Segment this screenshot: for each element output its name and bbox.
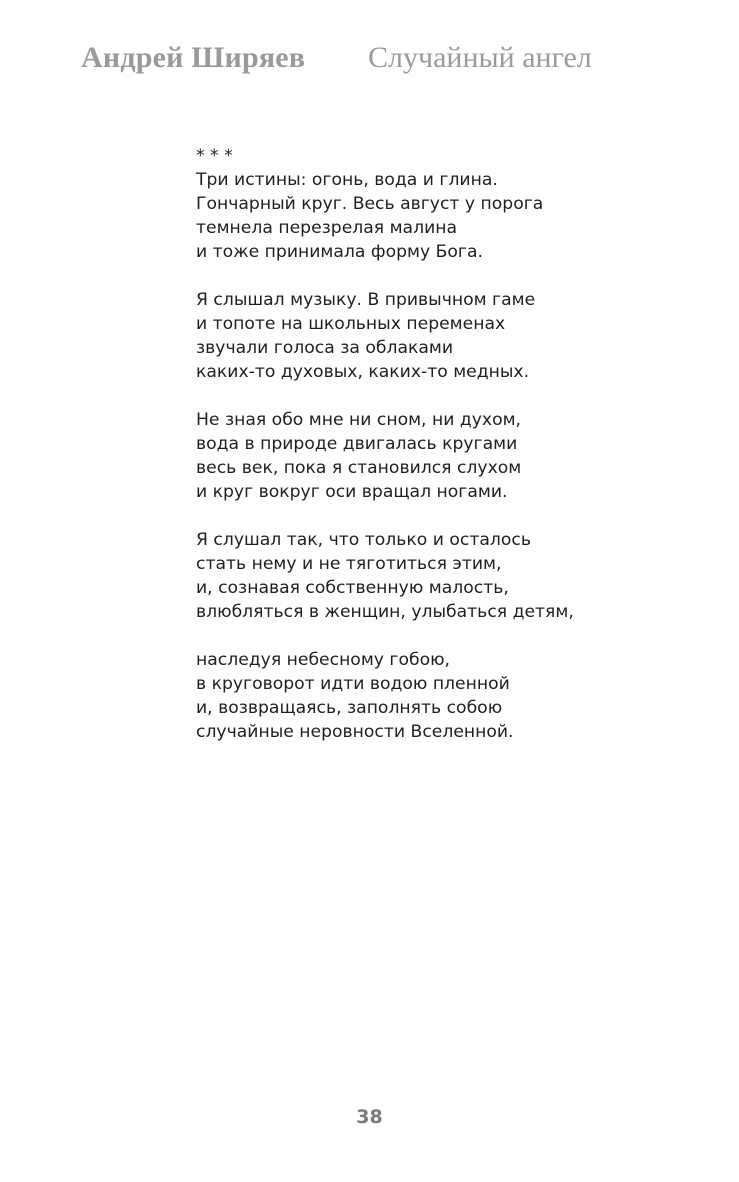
poem-stanza-5 <box>196 648 716 744</box>
poem-line: Я слушал так, что только и осталось <box>196 530 531 550</box>
page-number: 38 <box>356 1106 383 1128</box>
poem-line: весь век, пока я становился слухом <box>196 458 522 478</box>
poem-line: влюбляться в женщин, улыбаться детям, <box>196 602 574 622</box>
poem-line: в круговорот идти водою пленной <box>196 674 510 694</box>
poem-line: Гончарный круг. Весь август у порога <box>196 194 544 214</box>
stanza-gap <box>196 504 716 528</box>
poem-line: случайные неровности Вселенной. <box>196 722 514 742</box>
poem-line: Не зная обо мне ни сном, ни духом, <box>196 410 522 430</box>
poem-stanza-2 <box>196 288 716 384</box>
stanza-gap <box>196 624 716 648</box>
poem-line: Я слышал музыку. В привычном гаме <box>196 290 536 310</box>
running-header <box>81 38 681 78</box>
poem-marker: * * * <box>196 146 233 166</box>
poem-line: Три истины: огонь, вода и глина. <box>196 170 498 190</box>
poem-line: темнела перезрелая малина <box>196 218 458 238</box>
poem-stanza-3 <box>196 408 716 504</box>
poem-line: вода в природе двигалась кругами <box>196 434 518 454</box>
poem <box>196 144 716 744</box>
stanza-gap <box>196 384 716 408</box>
header-author: Андрей Ширяев <box>81 41 306 74</box>
poem-line: наследуя небесному гобою, <box>196 650 451 670</box>
poem-line: и, сознавая собственную малость, <box>196 578 509 598</box>
header-book-title: Случайный ангел <box>368 41 592 74</box>
poem-line: и круг вокруг оси вращал ногами. <box>196 482 508 502</box>
poem-stanza-1 <box>196 168 716 264</box>
poem-line: звучали голоса за облаками <box>196 338 454 358</box>
stanza-gap <box>196 264 716 288</box>
poem-stanza-4 <box>196 528 716 624</box>
poem-line: и топоте на школьных переменах <box>196 314 506 334</box>
poem-line: и тоже принимала форму Бога. <box>196 242 483 262</box>
poem-line: стать нему и не тяготиться этим, <box>196 554 502 574</box>
poem-line: и, возвращаясь, заполнять собою <box>196 698 503 718</box>
poem-line: каких-то духовых, каких-то медных. <box>196 362 530 382</box>
